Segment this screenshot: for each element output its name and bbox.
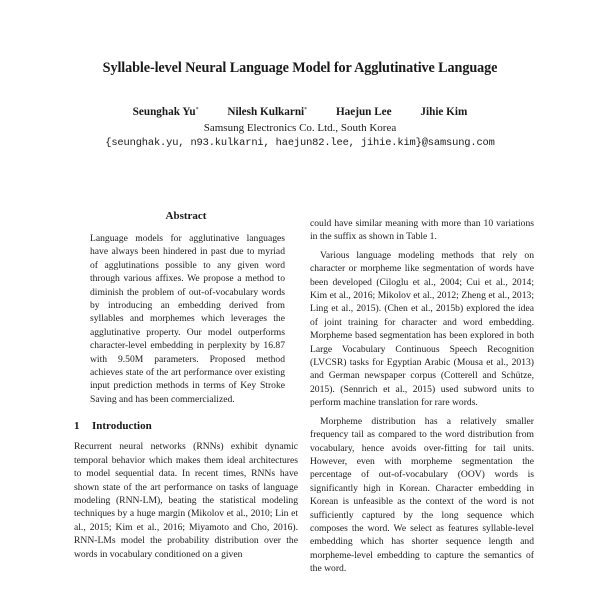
author-emails: {seunghak.yu, n93.kulkarni, haejun82.lee, jihie.kim}@samsung.com [105,137,495,149]
body-paragraph: Various language modeling methods that rely on character or morpheme like segmentation of words have been developed (Ciloglu et al., 2004; Cui et al., 2014; Kim et al., 2016; Mikolov et al., 2012; Zheng et al., 2013; Ling et al., 2015). (Chen et al., 2015b) explored the idea of joint training for character and word embedding. Morpheme based segmentation has been explored in both Large Vocabulary Continuous Speech Recognition (LVCSR) tasks for Egyptian Arabic (Mousa et al., 2013) and German newspaper corpus (Cotterell and Schütze, 2015). (Sennrich et al., 2015) used subword units to perform machine translation for rare words. [310,249,534,409]
affiliation: Samsung Electronics Co. Ltd., South Korea [203,122,397,134]
author: Seunghak Yu* [132,106,199,118]
left-column [74,210,298,561]
section-number: 1 [74,420,80,433]
author: Nilesh Kulkarni* [227,106,308,118]
abstract-heading: Abstract [165,210,207,222]
section-title: Introduction [92,420,152,433]
paper-title: Syllable-level Neural Language Model for Agglutinative Language [102,60,498,76]
right-column [310,217,534,581]
abstract-text: Language models for agglutinative languages have always been hindered in past due to myriad of agglutinations possible to any given word through various affixes. We propose a method to diminish the problem of out-of-vocabulary words by introducing an embedding derived from syllables and morphemes which leverages the agglutinative property. Our model outperforms character-level embedding in perplexity by 16.87 with 9.50M parameters. Proposed method achieves state of the art performance over existing input prediction methods in terms of Key Stroke Saving and has been commercialized. [90,233,285,405]
introduction-paragraph: Recurrent neural networks (RNNs) exhibit dynamic temporal behavior which makes them ideal architectures to model sequential data. In recent times, RNNs have shown state of the art performance on tasks of language modeling (RNN-LM), beating the statistical modeling techniques by a huge margin (Mikolov et al., 2010; Lin et al., 2015; Kim et al., 2016; Miyamoto and Cho, 2016). RNN-LMs model the probability distribution over the words in vocabulary conditioned on a given [74,441,298,560]
author: Haejun Lee [335,106,392,118]
author-list [0,106,600,118]
body-paragraph: could have similar meaning with more than 10 variations in the suffix as shown in Table 1. [310,218,534,243]
author: Jihie Kim [420,106,468,118]
body-paragraph: Morpheme distribution has a relatively smaller frequency tail as compared to the word distribution from vocabulary, hence avoids over-fitting for tail units. However, even with morpheme segmentation the percentage of out-of-vocabulary (OOV) words is significantly high in Korean. Character embedding in Korean is unfeasible as the context of the word is not sufficiently captured by the long sequence which composes the word. We select as features syllable-level embedding which has shorter sequence length and morpheme-level embedding to capture the semantics of the word. [310,415,534,575]
section-heading-introduction [74,420,298,432]
